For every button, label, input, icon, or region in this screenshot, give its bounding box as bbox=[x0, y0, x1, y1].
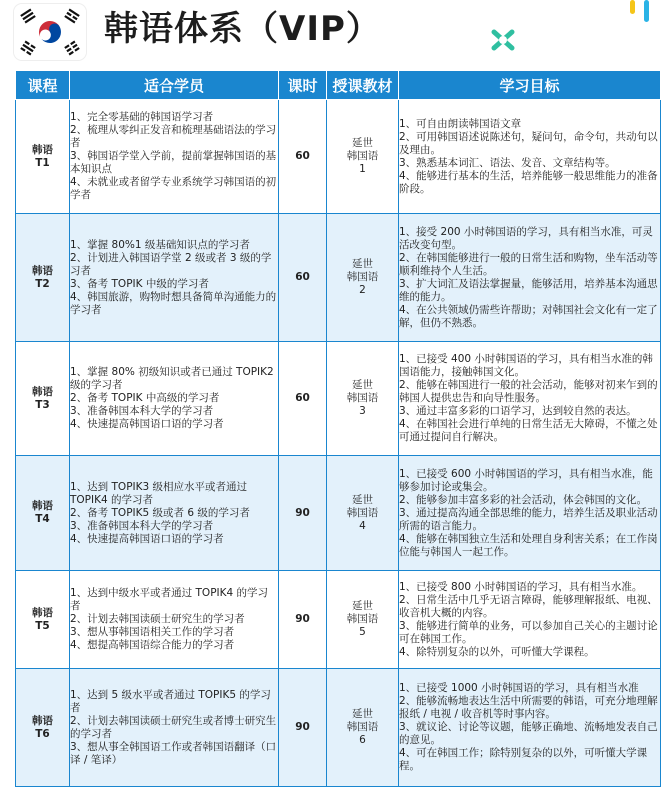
textbook-cell: 延世 韩国语 4 bbox=[327, 456, 399, 571]
audience-cell: 1、完全零基础的韩国语学习者 2、梳理从零纠正发音和梳理基础语法的学习者 3、韩国语学堂入学前，提前掌握韩国语的基本知识点 4、未就业或者留学专业系统学习韩国语的初学者 bbox=[70, 100, 279, 214]
textbook-cell: 延世 韩国语 3 bbox=[327, 342, 399, 456]
table-row bbox=[16, 100, 661, 214]
page-header bbox=[0, 0, 669, 68]
hours-cell: 60 bbox=[279, 100, 327, 214]
course-cell: 韩语 T6 bbox=[16, 669, 70, 787]
decorative-bars-icon bbox=[624, 0, 669, 24]
header-goals: 学习目标 bbox=[399, 71, 661, 100]
table-row bbox=[16, 214, 661, 342]
header-audience: 适合学员 bbox=[70, 71, 279, 100]
textbook-cell: 延世 韩国语 5 bbox=[327, 571, 399, 669]
table-row bbox=[16, 456, 661, 571]
table-row bbox=[16, 571, 661, 669]
header-textbook: 授课教材 bbox=[327, 71, 399, 100]
audience-cell: 1、达到 5 级水平或者通过 TOPIK5 的学习者 2、计划去韩国读硕士研究生或者博士研究生的学习者 3、想从事全韩国语工作或者韩国语翻译（口译 / 笔译） bbox=[70, 669, 279, 787]
textbook-cell: 延世 韩国语 1 bbox=[327, 100, 399, 214]
table-row bbox=[16, 342, 661, 456]
audience-cell: 1、掌握 80% 初级知识或者已通过 TOPIK2 级的学习者 2、备考 TOPIK 中高级的学习者 3、准备韩国本科大学的学习者 4、快速提高韩国语口语的学习者 bbox=[70, 342, 279, 456]
course-cell: 韩语 T2 bbox=[16, 214, 70, 342]
header-course: 课程 bbox=[16, 71, 70, 100]
course-cell: 韩语 T5 bbox=[16, 571, 70, 669]
course-cell: 韩语 T1 bbox=[16, 100, 70, 214]
textbook-cell: 延世 韩国语 6 bbox=[327, 669, 399, 787]
hours-cell: 90 bbox=[279, 571, 327, 669]
audience-cell: 1、掌握 80%1 级基础知识点的学习者 2、计划进入韩国语学堂 2 级或者 3 级的学习者 3、备考 TOPIK 中级的学习者 4、韩国旅游，购物时想具备简单沟通能力的学习者 bbox=[70, 214, 279, 342]
audience-cell: 1、达到 TOPIK3 级相应水平或者通过 TOPIK4 的学习者 2、备考 TOPIK5 级或者 6 级的学习者 3、准备韩国本科大学的学习者 4、快速提高韩国语口语的学习者 bbox=[70, 456, 279, 571]
audience-cell: 1、达到中级水平或者通过 TOPIK4 的学习者 2、计划去韩国读硕士研究生的学习者 3、想从事韩国语相关工作的学习者 4、想提高韩国语综合能力的学习者 bbox=[70, 571, 279, 669]
goals-cell: 1、可自由朗读韩国语文章 2、可用韩国语述说陈述句，疑问句，命令句，共动句以及理由。 3、熟悉基本词汇、语法、发音、文章结构等。 4、能够进行基本的生活，培养能够一般思维能力的准备阶段。 bbox=[399, 100, 661, 214]
header-hours: 课时 bbox=[279, 71, 327, 100]
curriculum-table bbox=[15, 70, 661, 787]
goals-cell: 1、已接受 800 小时韩国语的学习，具有相当水准。 2、日常生活中几乎无语言障碍，能够理解报纸、电视、收音机大概的内容。 3、能够进行简单的业务，可以参加自己关心的主题讨论可在韩国工作。 4、除特别复杂的以外，可听懂大学课程。 bbox=[399, 571, 661, 669]
hours-cell: 60 bbox=[279, 342, 327, 456]
goals-cell: 1、接受 200 小时韩国语的学习，具有相当水准，可灵活改变句型。 2、在韩国能够进行一般的日常生活和购物，坐车活动等顺利维持个人生活。 3、扩大词汇及语法掌握量，能够活用，培养基本沟通思维的能力。 4、在公共领域仍需些许帮助；对韩国社会文化有一定了解，但仍不熟悉。 bbox=[399, 214, 661, 342]
hours-cell: 60 bbox=[279, 214, 327, 342]
goals-cell: 1、已接受 400 小时韩国语的学习，具有相当水准的韩国语能力，接触韩国文化。 2、能够在韩国进行一般的社会活动，能够对初来乍到的韩国人提供忠告和向导性服务。 3、通过丰富多彩的口语学习，达到较自然的表达。 4、在韩国社会进行单纯的日常生活无大障碍，不懂之处可通过提问自行解决。 bbox=[399, 342, 661, 456]
table-row bbox=[16, 669, 661, 787]
hours-cell: 90 bbox=[279, 669, 327, 787]
course-cell: 韩语 T3 bbox=[16, 342, 70, 456]
page-title: 韩语体系（VIP） bbox=[104, 9, 381, 49]
goals-cell: 1、已接受 600 小时韩国语的学习，具有相当水准，能够参加讨论或集会。 2、能够参加丰富多彩的社会活动，体会韩国的文化。 3、通过提高沟通全部思维的能力，培养生活及职业活动所需的语言能力。 4、能够在韩国独立生活和处理自身利害关系；在工作岗位能与韩国人一起工作。 bbox=[399, 456, 661, 571]
textbook-cell: 延世 韩国语 2 bbox=[327, 214, 399, 342]
goals-cell: 1、已接受 1000 小时韩国语的学习，具有相当水准 2、能够流畅地表达生活中所需要的韩语，可充分地理解报纸 / 电视 / 收音机等时事内容。 3、就议论、讨论等议题，能够正确地、流畅地发表自己的意见。 4、可在韩国工作；除特别复杂的以外，可听懂大学课程。 bbox=[399, 669, 661, 787]
course-cell: 韩语 T4 bbox=[16, 456, 70, 571]
korea-flag-icon bbox=[14, 4, 86, 60]
decorative-cross-icon bbox=[488, 26, 518, 54]
table-header-row bbox=[16, 71, 661, 100]
hours-cell: 90 bbox=[279, 456, 327, 571]
